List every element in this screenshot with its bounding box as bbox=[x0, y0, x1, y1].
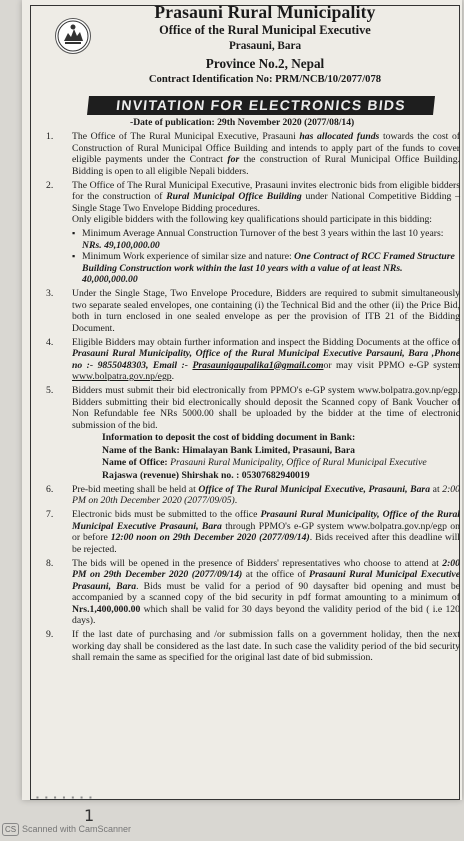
item-number: 1. bbox=[46, 131, 54, 142]
notice-title-banner: INVITATION FOR ELECTRONICS BIDS bbox=[87, 96, 435, 115]
item-emphasis: NRs. 49,100,000.00 bbox=[82, 239, 160, 251]
revenue-account: Rajaswa (revenue) Shirshak no. : 05307682940019 bbox=[102, 469, 310, 481]
scanner-watermark: Scanned with CamScanner bbox=[22, 824, 132, 834]
item-text: which shall be valid for 30 days beyond the validity period of the bid ( i.e 120 days). bbox=[72, 603, 460, 626]
item-text: at bbox=[430, 483, 443, 495]
item-emphasis: Prasauni Rural Municipal Executive Prasauni, Bara bbox=[72, 569, 460, 592]
item-text: the construction of Rural Municipal Office Building. Bidding is open to all eligible Nepali bidders. bbox=[72, 154, 460, 177]
item-text: Minimum Average Annual Construction Turnover of the best 3 years within the last 10 years: bbox=[82, 228, 444, 239]
item-text: The Office of The Rural Municipal Executive, Prasauni invites electronic bids from eligible bidders for the construction of bbox=[72, 179, 460, 202]
scan-artifacts: ▪ ▪ ▪ ▪ ▪ ▪ ▪ bbox=[36, 793, 94, 802]
item-number: 6. bbox=[46, 483, 54, 495]
deposit-title: Information to deposit the cost of bidding document in Bank: bbox=[102, 432, 356, 443]
notice-item-1 bbox=[46, 131, 460, 177]
qualification-experience bbox=[46, 251, 460, 286]
item-text: towards the cost of Construction of Rural Municipal Office Building and intends to apply part of the funds to cover eligible payments under the Contract bbox=[72, 131, 461, 165]
item-text: The bids will be opened in the presence of Bidders' representatives who choose to attend at bbox=[72, 557, 443, 569]
item-emphasis: Rural Municipal Office Building bbox=[166, 191, 302, 202]
item-emphasis: 12:00 noon on 29th December 2020 (2077/09/14) bbox=[110, 532, 310, 543]
notice-item-9 bbox=[46, 629, 460, 664]
item-emphasis: Prasauni Rural Municipality, Office of the Rural Municipal Executive Parsauni, Bara ,Phone no :- 9855048303, Email :- bbox=[72, 348, 460, 371]
notice-item-3 bbox=[46, 288, 460, 334]
item-text: The Office of The Rural Municipal Executive, Prasauni bbox=[72, 131, 300, 142]
item-emphasis: has allocated funds bbox=[299, 131, 380, 142]
item-text: Bidders must submit their bid electronically from PPMO's e-GP system www.bolpatra.gov.np/egp. Bidders submitting their bid electronically should deposit the Scanned copy of Bank Voucher of Non Refundable fee NRs 5000.00 shall be uploaded by the bidder at the time of electronic submission of the bid. bbox=[72, 385, 460, 431]
item-text: under National Competitive Bidding – Single Stage Two Envelope Bidding procedures. bbox=[72, 191, 461, 214]
item-number: 9. bbox=[46, 629, 54, 640]
office-name: Office of the Rural Municipal Executive bbox=[159, 23, 371, 37]
qualification-intro: Only eligible bidders with the following key qualifications should participate in this bidding: bbox=[72, 214, 432, 225]
item-emphasis: 2:00 PM on 29th December 2020 (2077/09/14) bbox=[72, 557, 460, 580]
item-emphasis: Prasauni Rural Municipality, Office of the Rural Municipal Executive Prasauni, Bara bbox=[72, 509, 460, 532]
municipality-name: Prasauni Rural Municipality bbox=[154, 2, 376, 22]
item-text: Minimum Work experience of similar size and nature: bbox=[82, 251, 295, 262]
notice-body bbox=[46, 131, 460, 666]
item-text: Eligible Bidders may obtain further information and inspect the Bidding Documents at the office of bbox=[72, 336, 460, 348]
item-number: 7. bbox=[46, 509, 54, 520]
item-text: Pre-bid meeting shall be held at bbox=[72, 483, 199, 495]
office-value: Prasauni Rural Municipality, Office of Rural Municipal Executive bbox=[170, 457, 427, 468]
item-number: 4. bbox=[46, 336, 54, 348]
bank-value: Himalayan Bank Limited, Prasauni, Bara bbox=[182, 444, 355, 456]
item-emphasis: 2:00 PM on 20th December 2020 (2077/09/05) bbox=[72, 483, 460, 506]
item-emphasis: Office of The Rural Municipal Executive, Prasauni, Bara bbox=[198, 483, 431, 495]
item-number: 2. bbox=[46, 179, 54, 191]
notice-item-4 bbox=[46, 337, 460, 383]
notice-item-2 bbox=[46, 180, 460, 226]
bank-label: Name of the Bank: bbox=[102, 444, 183, 456]
item-number: 5. bbox=[46, 385, 54, 396]
camscanner-logo-icon: CS bbox=[2, 823, 19, 836]
notice-item-7 bbox=[46, 509, 460, 555]
item-text: through PPMO's e-GP system www.bolpatra.gov.np/egp on or before bbox=[72, 520, 460, 543]
office-location: Prasauni, Bara bbox=[228, 40, 302, 52]
item-number: 8. bbox=[46, 557, 54, 569]
item-number: 3. bbox=[46, 288, 54, 299]
notice-item-5 bbox=[46, 385, 460, 481]
item-emphasis: Nrs.1,400,000.00 bbox=[72, 603, 141, 615]
notice-item-8 bbox=[46, 558, 460, 627]
bank-deposit-info bbox=[72, 432, 460, 481]
item-text: Electronic bids must be submitted to the office bbox=[72, 509, 261, 520]
province-name: Province No.2, Nepal bbox=[205, 56, 325, 71]
publication-date: -Date of publication: 29th November 2020 (2077/08/14) bbox=[130, 117, 355, 128]
egp-link[interactable]: www.bolpatra.gov.np/egp bbox=[72, 371, 172, 382]
item-text: or may visit PPMO e-GP system bbox=[323, 359, 460, 371]
item-text: at the office of bbox=[242, 569, 310, 580]
item-text: . bbox=[234, 495, 238, 506]
page-number: 1 bbox=[84, 806, 95, 825]
item-text: . Bids must be valid for a period of 90 daysafter bid opening and must be accompanied by a scanned copy of the bid security in pdf format amounting to a minimum of bbox=[72, 580, 460, 603]
contract-id: Contract Identification No: PRM/NCB/10/2077/078 bbox=[148, 74, 382, 85]
item-text: . Bids received after this deadline will be rejected. bbox=[72, 532, 461, 555]
item-text: If the last date of purchasing and /or submission falls on a government holiday, then the next working day shall be considered as the last date. In such case the validity period of the bid security shall remain the same as specified for the original last date of bid submission. bbox=[72, 629, 460, 663]
item-text: Under the Single Stage, Two Envelope Procedure, Bidders are required to submit simultaneously two separate sealed envelopes, one containing (i) the Technical Bid and the other (ii) the Price Bid, both in turn enclosed in one sealed envelope as per the provision of ITB 21 of the Bidding Document. bbox=[72, 288, 460, 334]
item-emphasis: for bbox=[227, 154, 240, 165]
item-text: . bbox=[171, 371, 175, 382]
email-link[interactable]: Prasaunigaupalika1@gmail.com bbox=[192, 359, 324, 371]
qualification-turnover bbox=[46, 228, 460, 251]
item-emphasis: One Contract of RCC Framed Structure Building Construction work within the last 10 years with a value of at least NRs. 40,000,000.00 bbox=[82, 251, 455, 285]
notice-item-6 bbox=[46, 484, 460, 507]
office-label: Name of Office: bbox=[102, 457, 171, 468]
